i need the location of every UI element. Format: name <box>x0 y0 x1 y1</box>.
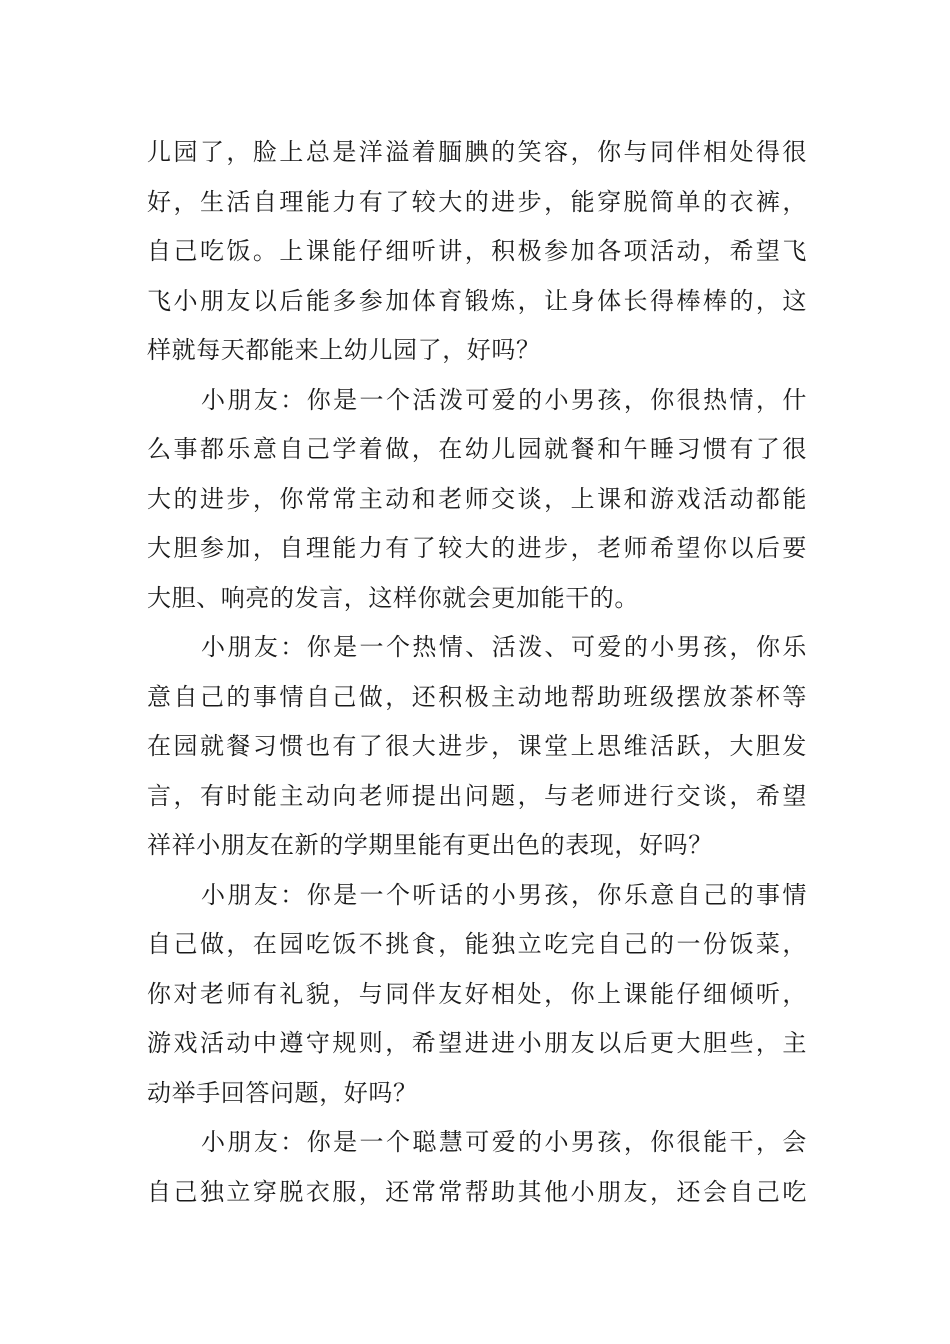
text-line: 动举手回答问题，好吗？ <box>147 1078 418 1107</box>
text-line: 儿园了，脸上总是洋溢着腼腆的笑容，你与同伴相处得很 <box>147 138 807 166</box>
paragraph-1 <box>147 128 807 376</box>
paragraph-2 <box>147 376 807 624</box>
paragraph-4 <box>147 871 807 1119</box>
text-line: 游戏活动中遵守规则，希望进进小朋友以后更大胆些，主 <box>147 1029 807 1057</box>
paragraph-3 <box>147 623 807 871</box>
text-line: 大的进步，你常常主动和老师交谈，上课和游戏活动都能 <box>147 484 807 513</box>
text-line: 自己独立穿脱衣服，还常常帮助其他小朋友，还会自己吃 <box>147 1177 807 1206</box>
paragraph-5 <box>147 1118 807 1217</box>
text-line: 小朋友：你是一个活泼可爱的小男孩，你很热情，什 <box>201 385 807 414</box>
text-line: 意自己的事情自己做，还积极主动地帮助班级摆放茶杯等 <box>147 682 807 711</box>
text-line: 自己吃饭。上课能仔细听讲，积极参加各项活动，希望飞 <box>147 237 807 265</box>
text-line: 言，有时能主动向老师提出问题，与老师进行交谈，希望 <box>147 781 807 810</box>
document-body <box>147 128 807 1217</box>
text-line: 小朋友：你是一个热情、活泼、可爱的小男孩，你乐 <box>201 633 807 661</box>
text-line: 大胆、响亮的发言，这样你就会更加能干的。 <box>147 583 639 612</box>
text-line: 在园就餐习惯也有了很大进步，课堂上思维活跃，大胆发 <box>147 732 807 760</box>
text-line: 样就每天都能来上幼儿园了，好吗？ <box>147 336 541 364</box>
text-line: 么事都乐意自己学着做，在幼儿园就餐和午睡习惯有了很 <box>147 435 807 463</box>
text-line: 大胆参加，自理能力有了较大的进步，老师希望你以后要 <box>147 534 807 562</box>
text-line: 你对老师有礼貌，与同伴友好相处，你上课能仔细倾听， <box>147 979 807 1008</box>
text-line: 祥祥小朋友在新的学期里能有更出色的表现，好吗？ <box>147 831 713 859</box>
text-line: 小朋友：你是一个听话的小男孩，你乐意自己的事情 <box>201 880 807 909</box>
text-line: 自己做，在园吃饭不挑食，能独立吃完自己的一份饭菜， <box>147 930 807 958</box>
text-line: 飞小朋友以后能多参加体育锻炼，让身体长得棒棒的，这 <box>147 286 807 315</box>
text-line: 好，生活自理能力有了较大的进步，能穿脱简单的衣裤， <box>147 187 807 216</box>
text-line: 小朋友：你是一个聪慧可爱的小男孩，你很能干，会 <box>201 1128 807 1156</box>
